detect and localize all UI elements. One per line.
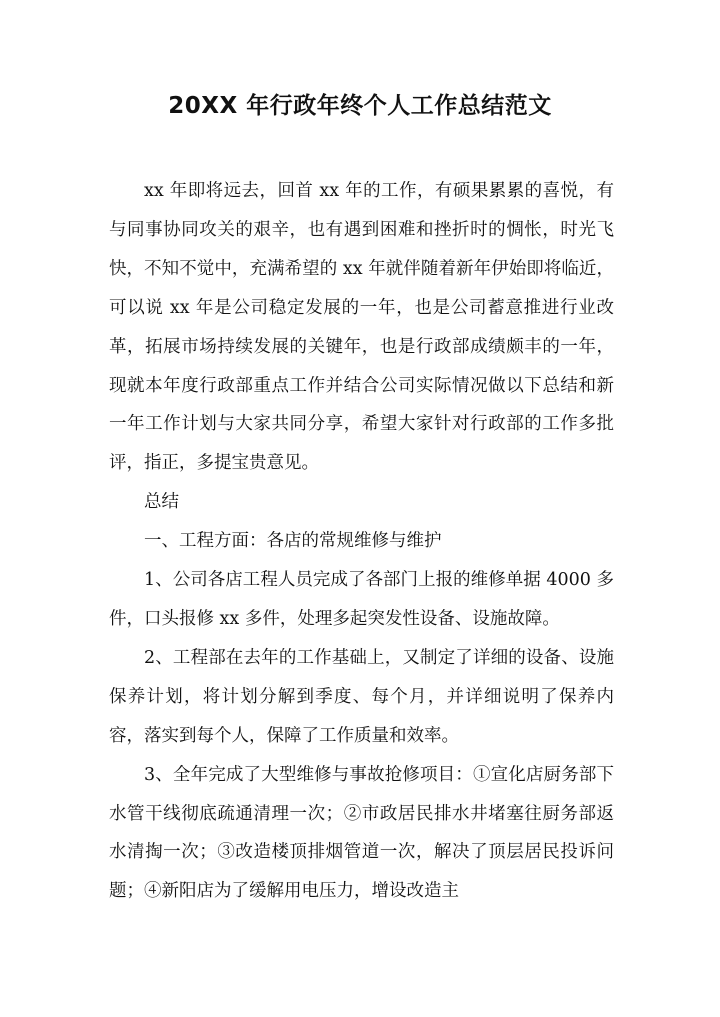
list-item-3: 3、全年完成了大型维修与事故抢修项目：①宣化店厨务部下水管干线彻底疏通清理一次；②市政居民排水井堵塞往厨务部返水清掏一次；③改造楼顶排烟管道一次，解决了顶层居民投诉问题；④新阳店为了缓解用电压力，增设改造主 (109, 764, 614, 902)
document-body (109, 172, 614, 911)
list-item-1: 1、公司各店工程人员完成了各部门上报的维修单据 4000 多件，口头报修 xx 多件，处理多起突发性设备、设施故障。 (109, 570, 614, 629)
list-item-2: 2、工程部在去年的工作基础上，又制定了详细的设备、设施保养计划，将计划分解到季度、每个月，并详细说明了保养内容，落实到每个人，保障了工作质量和效率。 (109, 647, 614, 746)
section-heading-summary: 总结 (144, 492, 179, 513)
section-heading-engineering: 一、工程方面：各店的常规维修与维护 (144, 531, 442, 552)
document-title: 20XX 年行政年终个人工作总结范文 (168, 93, 552, 119)
intro-paragraph: xx 年即将远去，回首 xx 年的工作，有硕果累累的喜悦，有与同事协同攻关的艰辛，也有遇到困难和挫折时的惆怅，时光飞快，不知不觉中，充满希望的 xx 年就伴随着新年伊始即将临近，可以说 xx 年是公司稳定发展的一年，也是公司蓄意推进行业改革，拓展市场持续发展的关键年，也是行政部成绩颇丰的一年，现就本年度行政部重点工作并结合公司实际情况做以下总结和新一年工作计划与大家共同分享，希望大家针对行政部的工作多批评，指正，多提宝贵意见。 (109, 181, 614, 474)
